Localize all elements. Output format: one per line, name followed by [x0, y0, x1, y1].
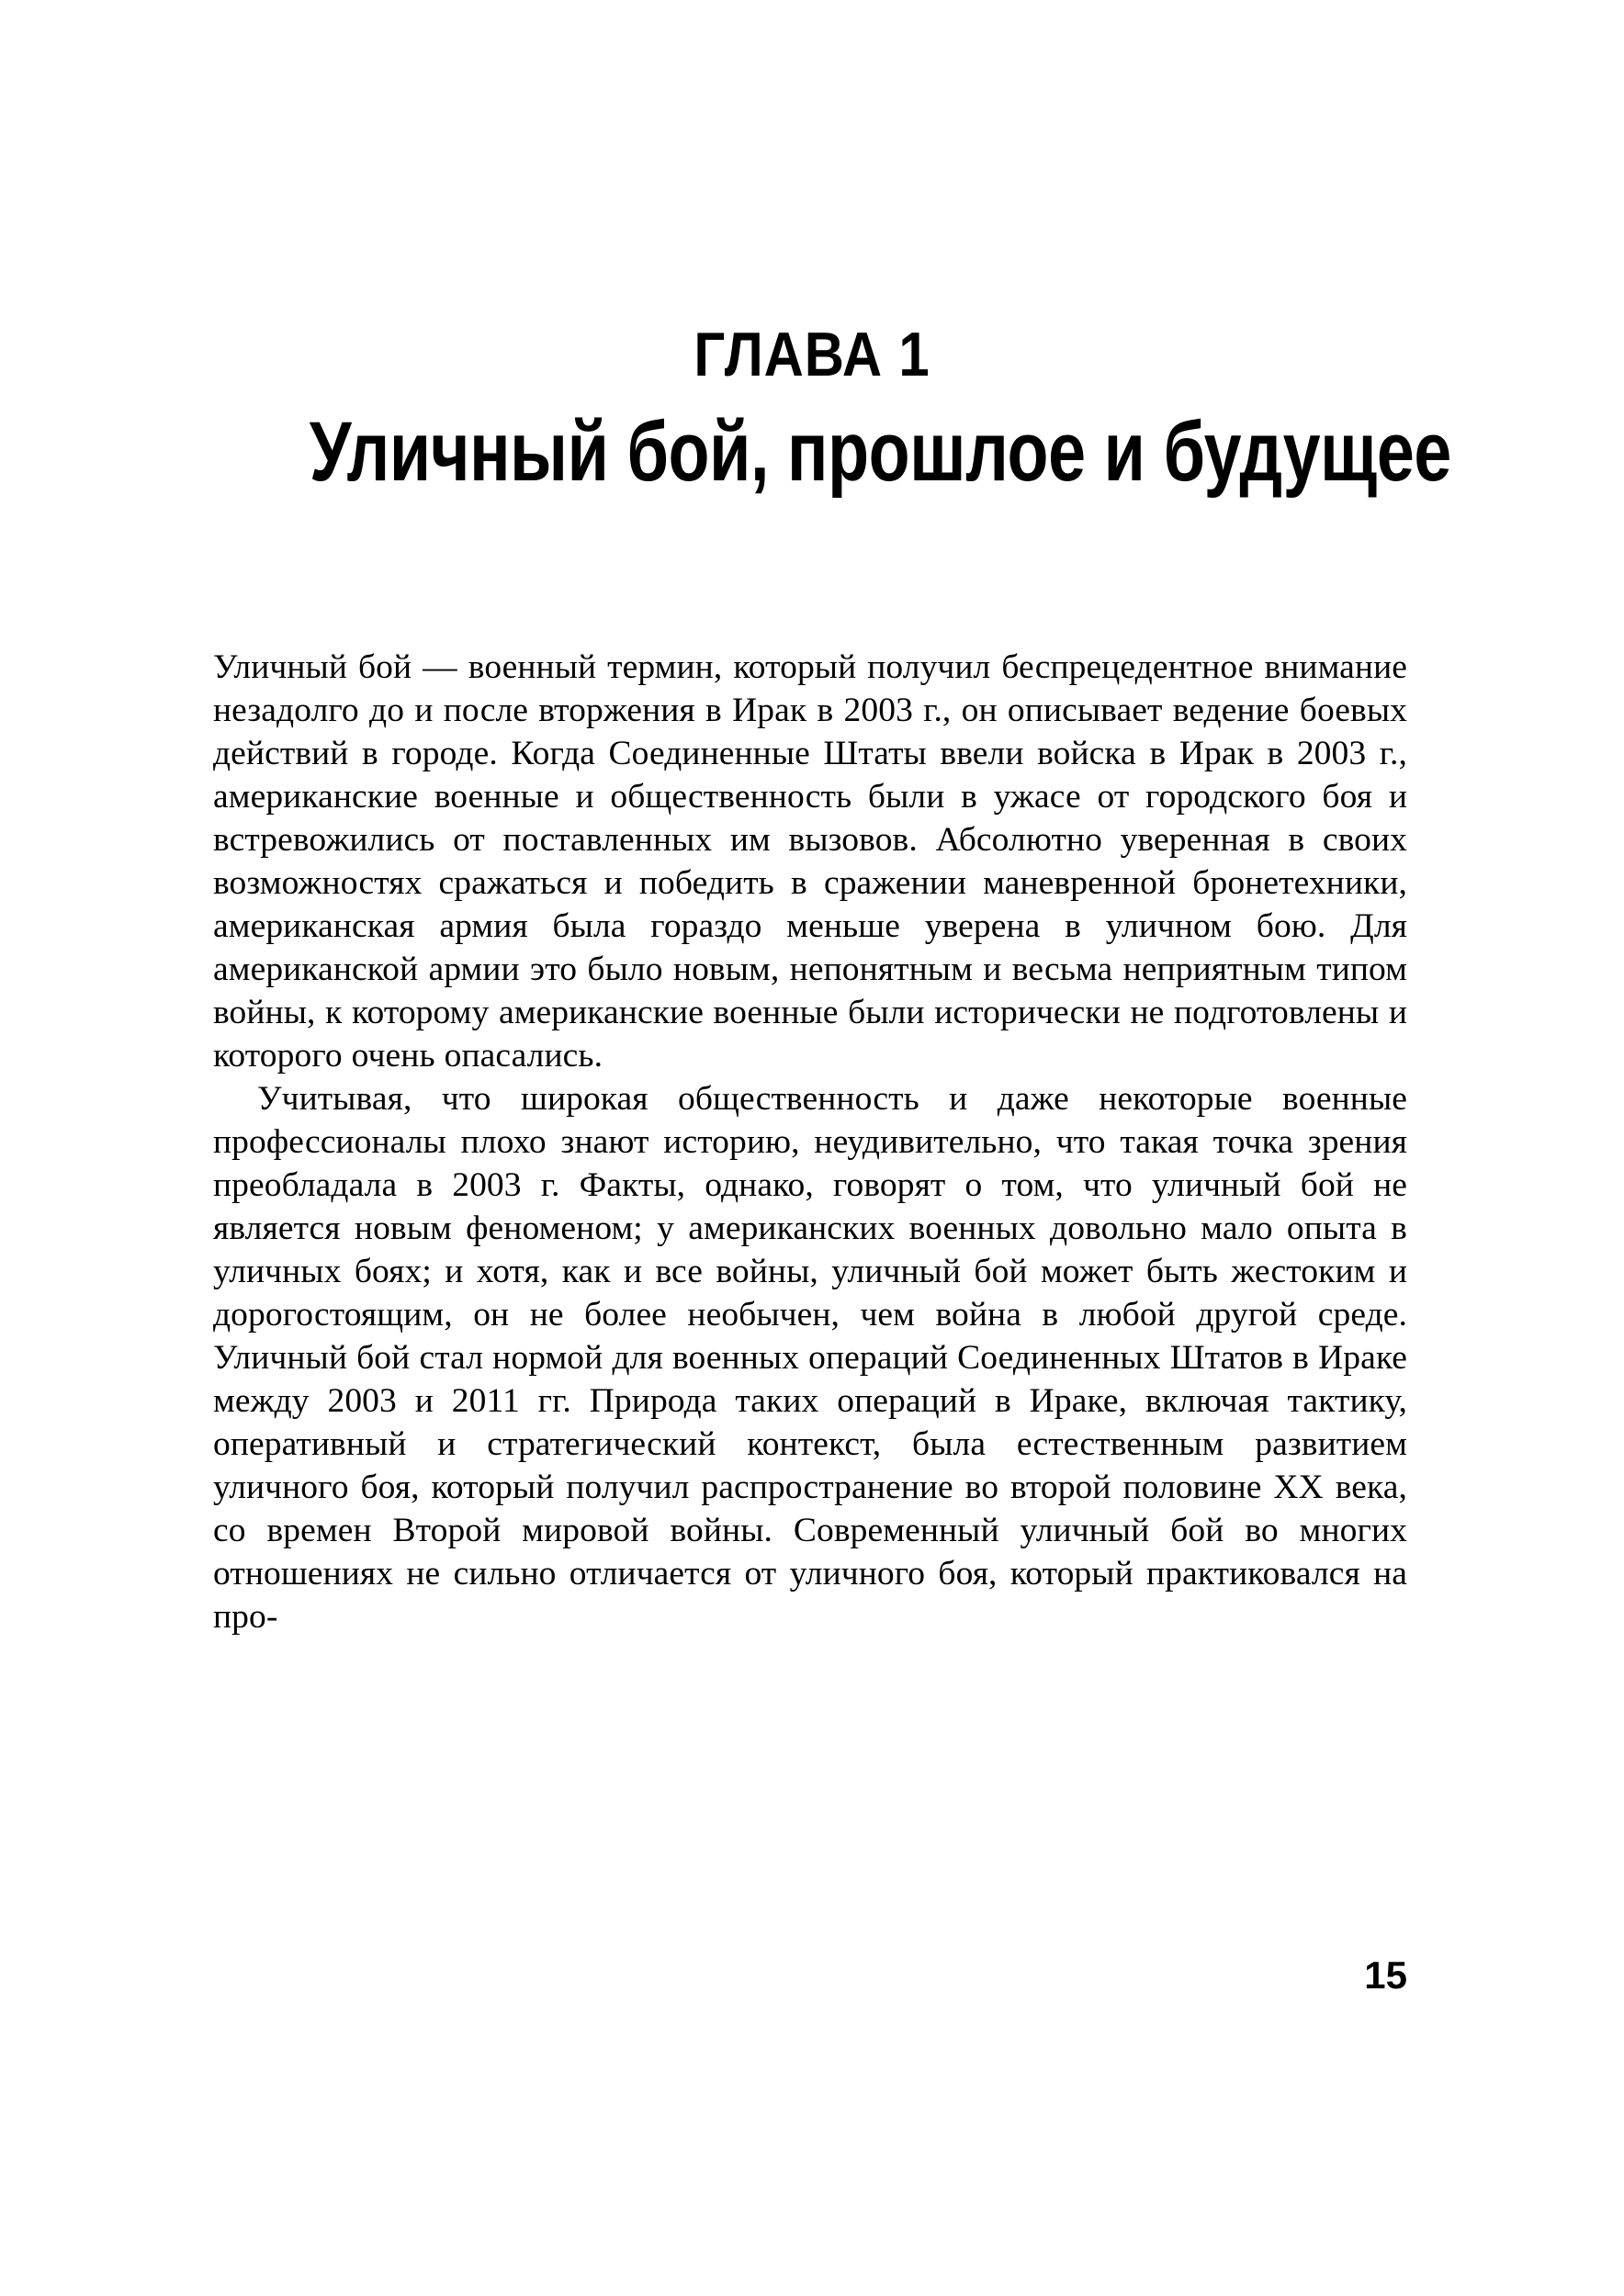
chapter-heading — [184, 320, 1451, 499]
chapter-title: Уличный бой, прошлое и будущее — [309, 405, 1451, 499]
body-text-column — [213, 646, 1407, 1638]
body-paragraph: Уличный бой — военный термин, который получил беспрецедентное внимание незадолго до и после вторжения в Ирак в 2003 г., он описывает ведение боевых действий в городе. Когда Соединенные Штаты ввели войска в Ирак в 2003 г., американские военные и общественность были в ужасе от городского боя и встревожились от поставленных им вызовов. Абсолютно уверенная в своих возможностях сражаться и победить в сражении маневренной бронетехники, американская армия была гораздо меньше уверена в уличном бою. Для американской армии это было новым, непонятным и весьма неприятным типом войны, к которому американские военные были исторически не подготовлены и которого очень опасались. — [213, 648, 1407, 1075]
chapter-label: ГЛАВА 1 — [694, 320, 930, 389]
body-paragraph: Учитывая, что широкая общественность и даже некоторые военные профессионалы плохо знают историю, неудивительно, что такая точка зрения преобладала в 2003 г. Факты, однако, говорят о том, что уличный бой не является новым феноменом; у американских военных довольно мало опыта в уличных боях; и хотя, как и все войны, уличный бой может быть жестоким и дорогостоящим, он не более необычен, чем война в любой другой среде. Уличный бой стал нормой для военных операций Соединенных Штатов в Ираке между 2003 и 2011 гг. Природа таких операций в Ираке, включая тактику, оперативный и стратегический контекст, была естественным развитием уличного боя, который получил распространение во второй половине XX века, со времен Второй мировой войны. Современный уличный бой во многих отношениях не сильно отличается от уличного боя, который практиковался на про- — [213, 1080, 1407, 1636]
page-number: 15 — [1364, 1953, 1407, 1997]
